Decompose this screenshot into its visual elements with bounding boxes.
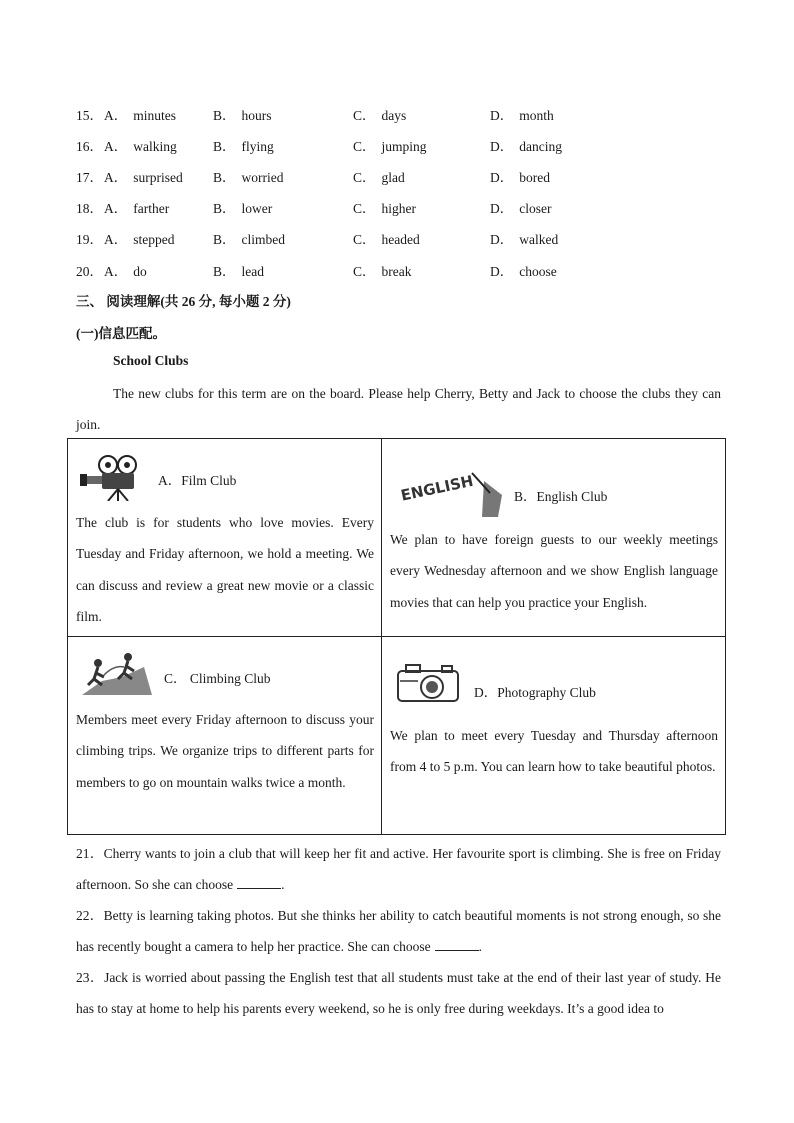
option-b[interactable]: B． hours: [213, 108, 272, 123]
option-d[interactable]: D． walked: [490, 232, 559, 247]
english-writing-icon: [398, 463, 510, 519]
option-c[interactable]: C． headed: [353, 232, 420, 247]
club-cell-english: [382, 439, 725, 637]
club-cell-film: [68, 439, 382, 637]
question-number: 19．: [76, 232, 103, 247]
subsection-title: (一)信息匹配。: [76, 326, 166, 341]
option-b[interactable]: B． worried: [213, 170, 284, 185]
option-a[interactable]: A． surprised: [104, 170, 183, 185]
climbers-icon: [82, 651, 152, 697]
choice-row-15: [76, 104, 716, 124]
photo-camera-icon: [396, 661, 464, 705]
question-text: Betty is learning taking photos. But she thinks her ability to catch beautiful moments is not strong enough, so she has recently bought a camera to help her practice. She can choose: [76, 908, 721, 954]
option-d[interactable]: D． bored: [490, 170, 550, 185]
option-b[interactable]: B． lower: [213, 201, 273, 216]
option-c[interactable]: C． days: [353, 108, 407, 123]
club-description-climbing: Members meet every Friday afternoon to discuss your climbing trips. We organize trips to different parts for members to go on mountain walks twice a month.: [76, 712, 374, 790]
question-number: 16．: [76, 139, 103, 154]
option-a[interactable]: A． stepped: [104, 232, 175, 247]
question-21: 21．Cherry wants to join a club that will keep her fit and active. Her favourite sport is climbing. She is free on Friday afternoon. So she can choose .: [76, 846, 721, 892]
passage-intro: The new clubs for this term are on the board. Please help Cherry, Betty and Jack to choose the clubs they can join.: [76, 386, 721, 432]
option-d[interactable]: D． closer: [490, 201, 552, 216]
clubs-table: [67, 438, 726, 835]
option-c[interactable]: C． break: [353, 264, 412, 279]
choice-row-20: [76, 260, 716, 280]
question-number: 22．: [76, 908, 104, 923]
club-cell-climbing: [68, 637, 382, 834]
club-description-film: The club is for students who love movies. Every Tuesday and Friday afternoon, we hold a meeting. We can discuss and review a great new movie or a classic film.: [76, 515, 374, 624]
club-label-climbing: C． Climbing Club: [164, 671, 271, 686]
passage-title: School Clubs: [113, 353, 189, 368]
option-a[interactable]: A． walking: [104, 139, 177, 154]
club-label-english: B．English Club: [514, 489, 608, 504]
question-number: 23．: [76, 970, 105, 985]
option-a[interactable]: A． minutes: [104, 108, 176, 123]
option-a[interactable]: A． do: [104, 264, 147, 279]
choice-row-17: [76, 166, 716, 186]
option-c[interactable]: C． glad: [353, 170, 405, 185]
question-23: [76, 962, 721, 1024]
option-b[interactable]: B． climbed: [213, 232, 286, 247]
club-description-english: We plan to have foreign guests to our weekly meetings every Wednesday afternoon and we show English language movies that can help you practice your English.: [390, 532, 718, 610]
option-a[interactable]: A． farther: [104, 201, 170, 216]
club-description-photography: We plan to meet every Tuesday and Thursday afternoon from 4 to 5 p.m. You can learn how to take beautiful photos.: [390, 728, 718, 775]
option-c[interactable]: C． jumping: [353, 139, 427, 154]
choice-row-18: [76, 197, 716, 217]
answer-blank[interactable]: [435, 938, 479, 951]
section-title: 三、 阅读理解(共 26 分, 每小题 2 分): [76, 294, 291, 309]
english-icon-text: ENGLISH: [399, 471, 475, 505]
choice-row-16: [76, 135, 716, 155]
question-text: Jack is worried about passing the English test that all students must take at the end of their last year of study. He has to stay at home to help his parents every weekend, so he is only free during weekdays. It’s a good idea to: [76, 970, 721, 1016]
question-number: 21．: [76, 846, 104, 861]
question-number: 17．: [76, 170, 103, 185]
choice-row-19: [76, 228, 716, 248]
option-c[interactable]: C． higher: [353, 201, 417, 216]
question-number: 15．: [76, 108, 103, 123]
option-b[interactable]: B． flying: [213, 139, 274, 154]
answer-blank[interactable]: [237, 876, 281, 889]
film-camera-icon: [80, 453, 148, 501]
club-label-photography: D．Photography Club: [474, 685, 596, 700]
question-text: Cherry wants to join a club that will keep her fit and active. Her favourite sport is climbing. She is free on Friday afternoon. So she can choose: [76, 846, 721, 892]
option-d[interactable]: D． month: [490, 108, 554, 123]
question-22: 22．Betty is learning taking photos. But she thinks her ability to catch beautiful moments is not strong enough, so she has recently bought a camera to help her practice. She can choose .: [76, 908, 721, 954]
question-number: 20．: [76, 264, 103, 279]
question-number: 18．: [76, 201, 103, 216]
option-b[interactable]: B． lead: [213, 264, 265, 279]
club-cell-photography: [382, 637, 725, 834]
option-d[interactable]: D． choose: [490, 264, 557, 279]
option-d[interactable]: D． dancing: [490, 139, 562, 154]
club-label-film: A．Film Club: [158, 473, 237, 488]
